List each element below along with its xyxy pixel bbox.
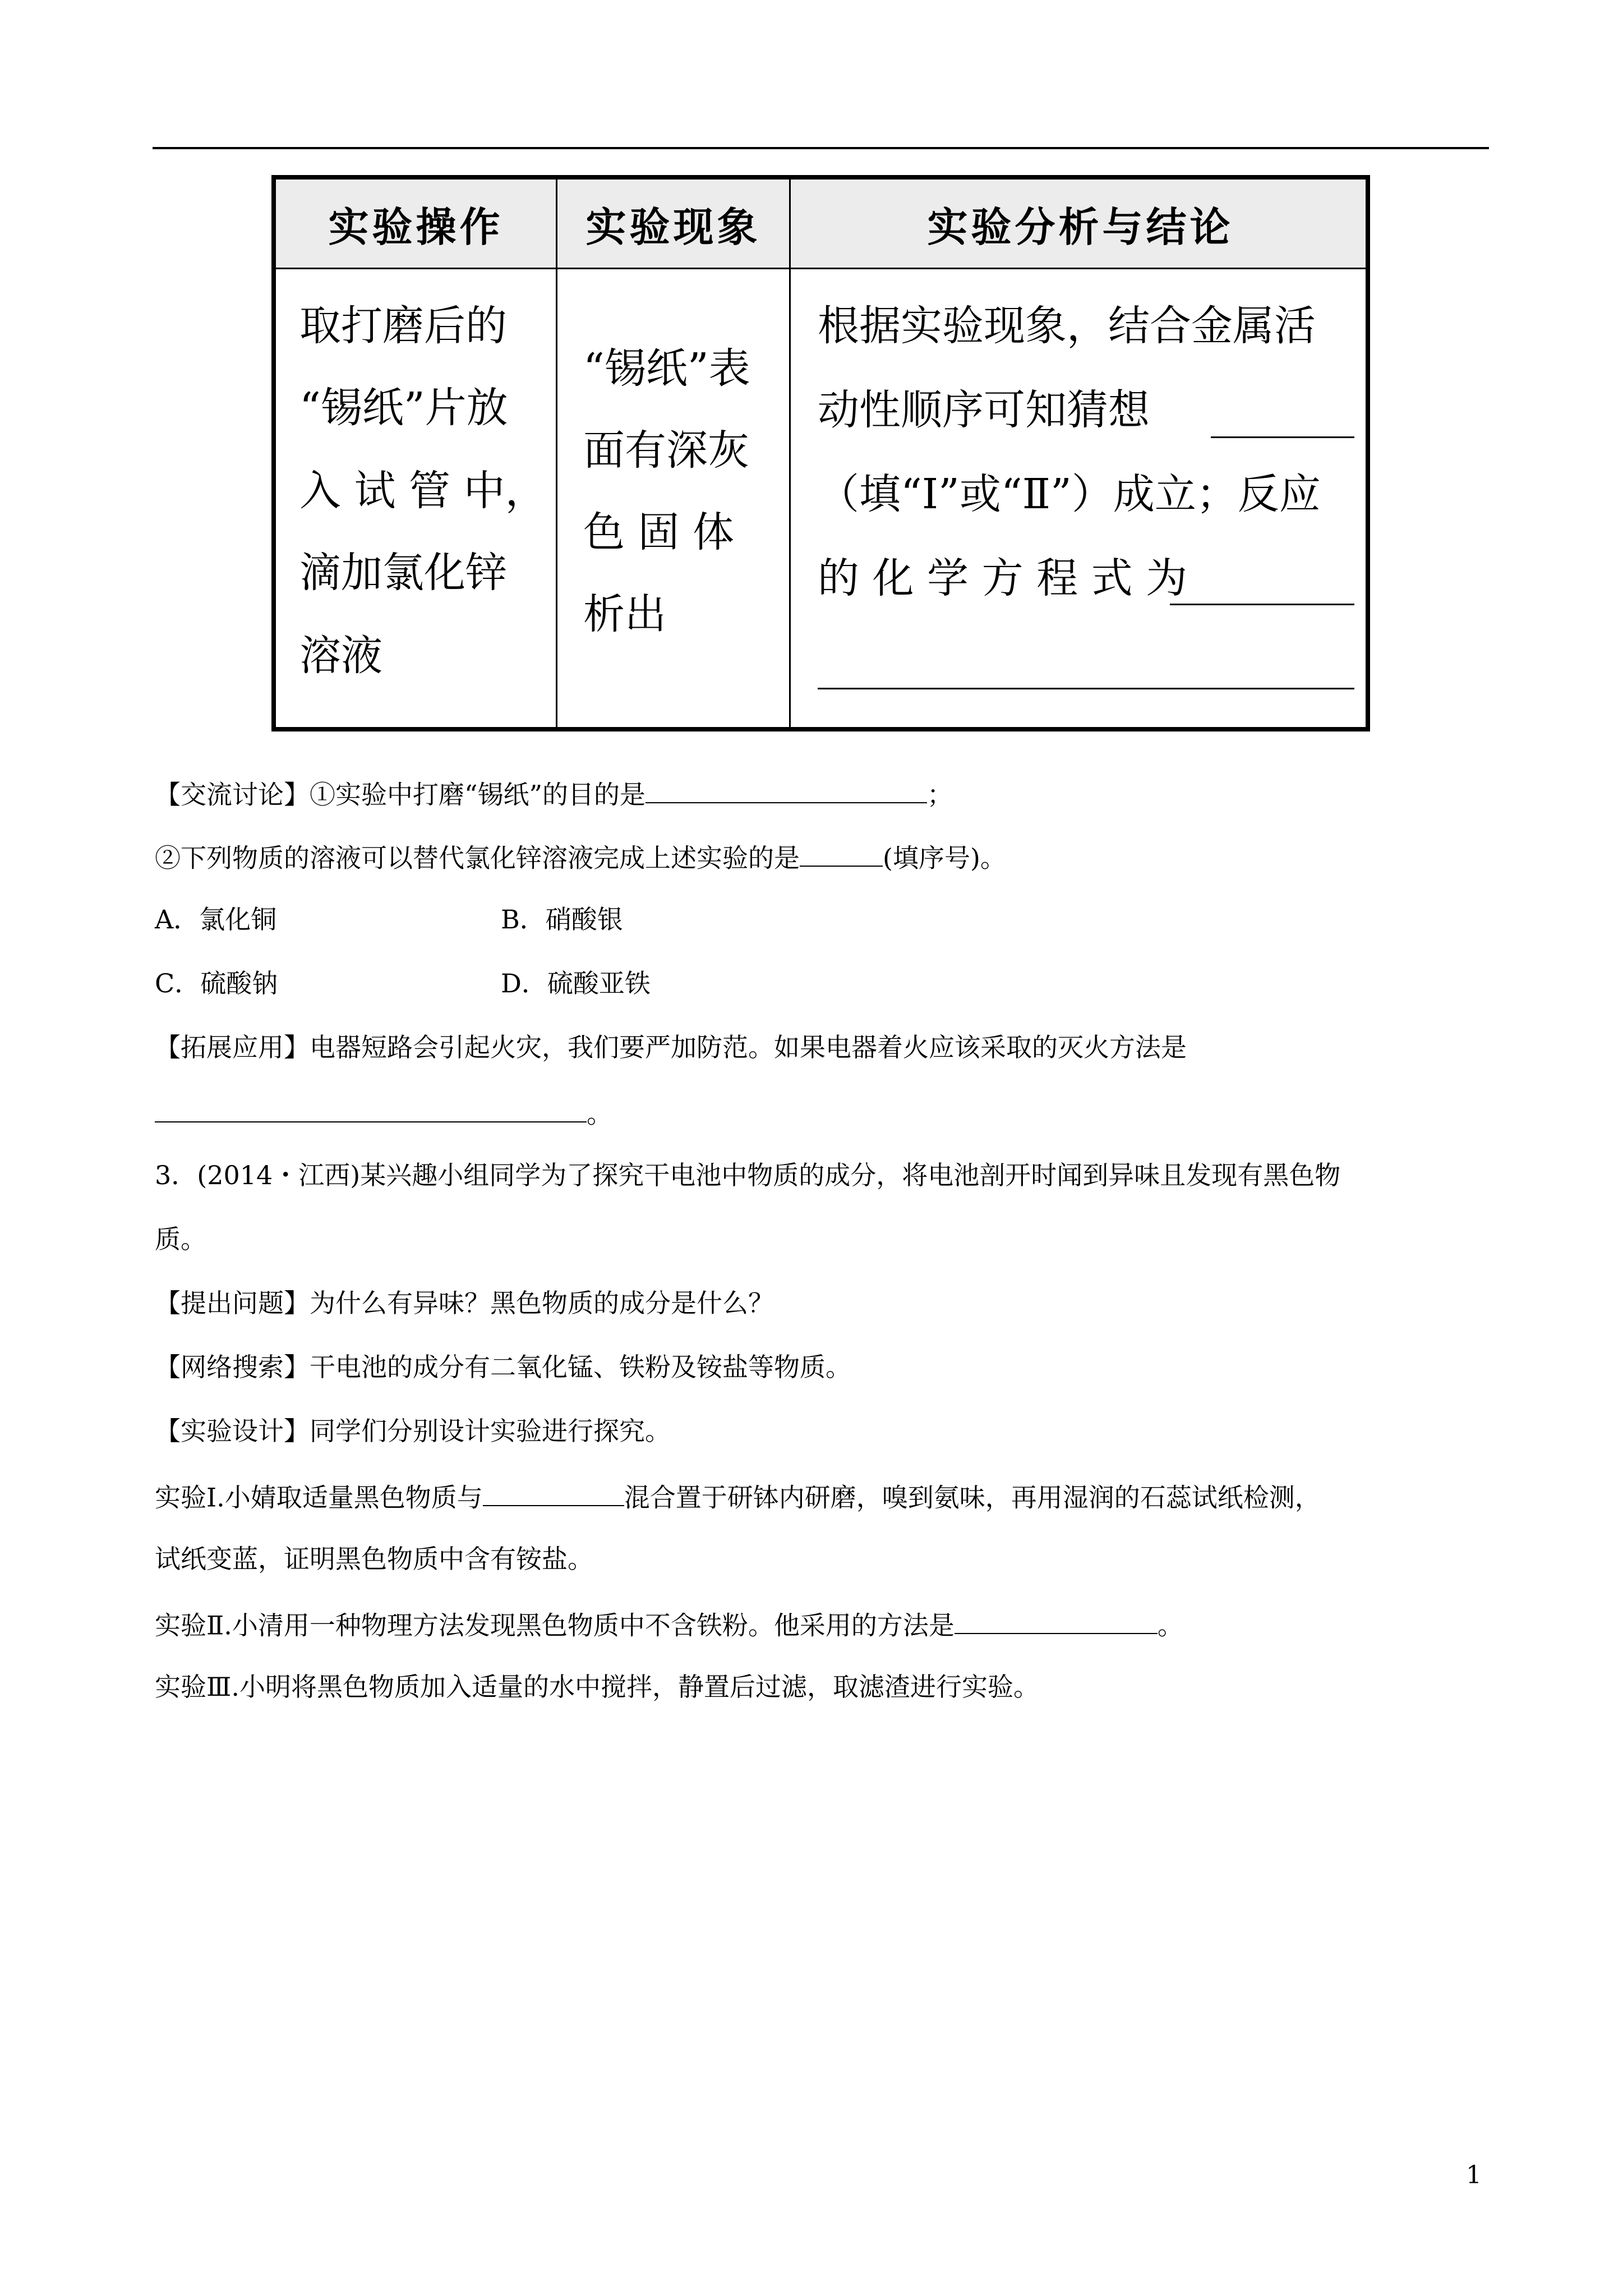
operation-line: 溶液 (299, 632, 382, 680)
extension-answer-line: 。 (155, 1098, 612, 1126)
header-operation: 实验操作 (328, 203, 504, 251)
operation-line: 入 试 管 中， (299, 467, 547, 515)
operation-line: “锡纸”片放 (299, 384, 508, 432)
operation-line: 滴加氯化锌 (299, 549, 507, 597)
answer-blank-equation (1170, 604, 1354, 605)
answer-blank-method (955, 1610, 1158, 1634)
phenomenon-line: “锡纸”表 (583, 344, 750, 393)
experiment-1-line-2: 试纸变蓝，证明黑色物质中含有铵盐。 (155, 1544, 593, 1574)
conclusion-line: 根据实验现象，结合金属活 (818, 302, 1316, 350)
answer-blank-guess (1211, 436, 1354, 438)
answer-blank-purpose (645, 779, 927, 803)
page-number: 1 (1466, 2161, 1482, 2189)
experiment-3-line: 实验Ⅲ.小明将黑色物质加入适量的水中搅拌，静置后过滤，取滤渣进行实验。 (155, 1672, 1039, 1702)
question-3-search: 【网络搜索】干电池的成分有二氧化锰、铁粉及铵盐等物质。 (155, 1352, 851, 1382)
operation-line: 取打磨后的 (299, 302, 507, 350)
question-3-problem: 【提出问题】为什么有异味？黑色物质的成分是什么？ (155, 1288, 774, 1318)
phenomenon-line: 面有深灰 (583, 426, 749, 475)
phenomenon-line: 析出 (583, 590, 666, 638)
discussion-line-1: 【交流讨论】①实验中打磨“锡纸”的目的是 ； (155, 779, 953, 810)
answer-blank-mix (483, 1482, 624, 1506)
discussion-purpose-text: 【交流讨论】①实验中打磨“锡纸”的目的是 (155, 779, 646, 810)
conclusion-line: 的 化 学 方 程 式 为 (818, 554, 1188, 602)
header-phenomenon: 实验现象 (585, 203, 761, 251)
option-d: D．硫酸亚铁 (501, 968, 651, 999)
answer-blank-extinguish (155, 1098, 587, 1122)
header-conclusion: 实验分析与结论 (927, 203, 1234, 251)
question-3-design: 【实验设计】同学们分别设计实验进行探究。 (155, 1416, 671, 1446)
experiment-1-line-1: 实验Ⅰ.小婧取适量黑色物质与 混合置于研钵内研磨，嗅到氨味，再用湿润的石蕊试纸检测， (155, 1482, 1321, 1513)
discussion-line-2: ②下列物质的溶液可以替代氯化锌溶液完成上述实验的是 (填序号)。 (155, 843, 1006, 873)
option-a: A．氯化铜 (155, 904, 277, 935)
answer-blank-equation-cont (818, 688, 1354, 689)
header-rule (153, 147, 1489, 149)
extension-line: 【拓展应用】电器短路会引起火灾，我们要严加防范。如果电器着火应该采取的灭火方法是 (155, 1032, 1187, 1062)
phenomenon-line: 色 固 体 (583, 508, 735, 556)
question-3-line-2: 质。 (155, 1224, 206, 1254)
discussion-substitute-text: ②下列物质的溶液可以替代氯化锌溶液完成上述实验的是 (155, 843, 800, 873)
experiment-2-line: 实验Ⅱ.小清用一种物理方法发现黑色物质中不含铁粉。他采用的方法是 。 (155, 1610, 1183, 1641)
answer-blank-choice (800, 843, 883, 867)
question-3-line-1: 3．(2014・江西)某兴趣小组同学为了探究干电池中物质的成分，将电池剖开时闻到异味且发现有黑色物 (155, 1160, 1341, 1190)
experiment-table (271, 175, 1370, 731)
conclusion-line: 动性顺序可知猜想 (818, 386, 1150, 434)
option-b: B．硝酸银 (501, 904, 623, 935)
option-c: C．硫酸钠 (155, 968, 278, 999)
conclusion-line: （填“Ⅰ”或“Ⅱ”）成立；反应 (818, 470, 1321, 518)
